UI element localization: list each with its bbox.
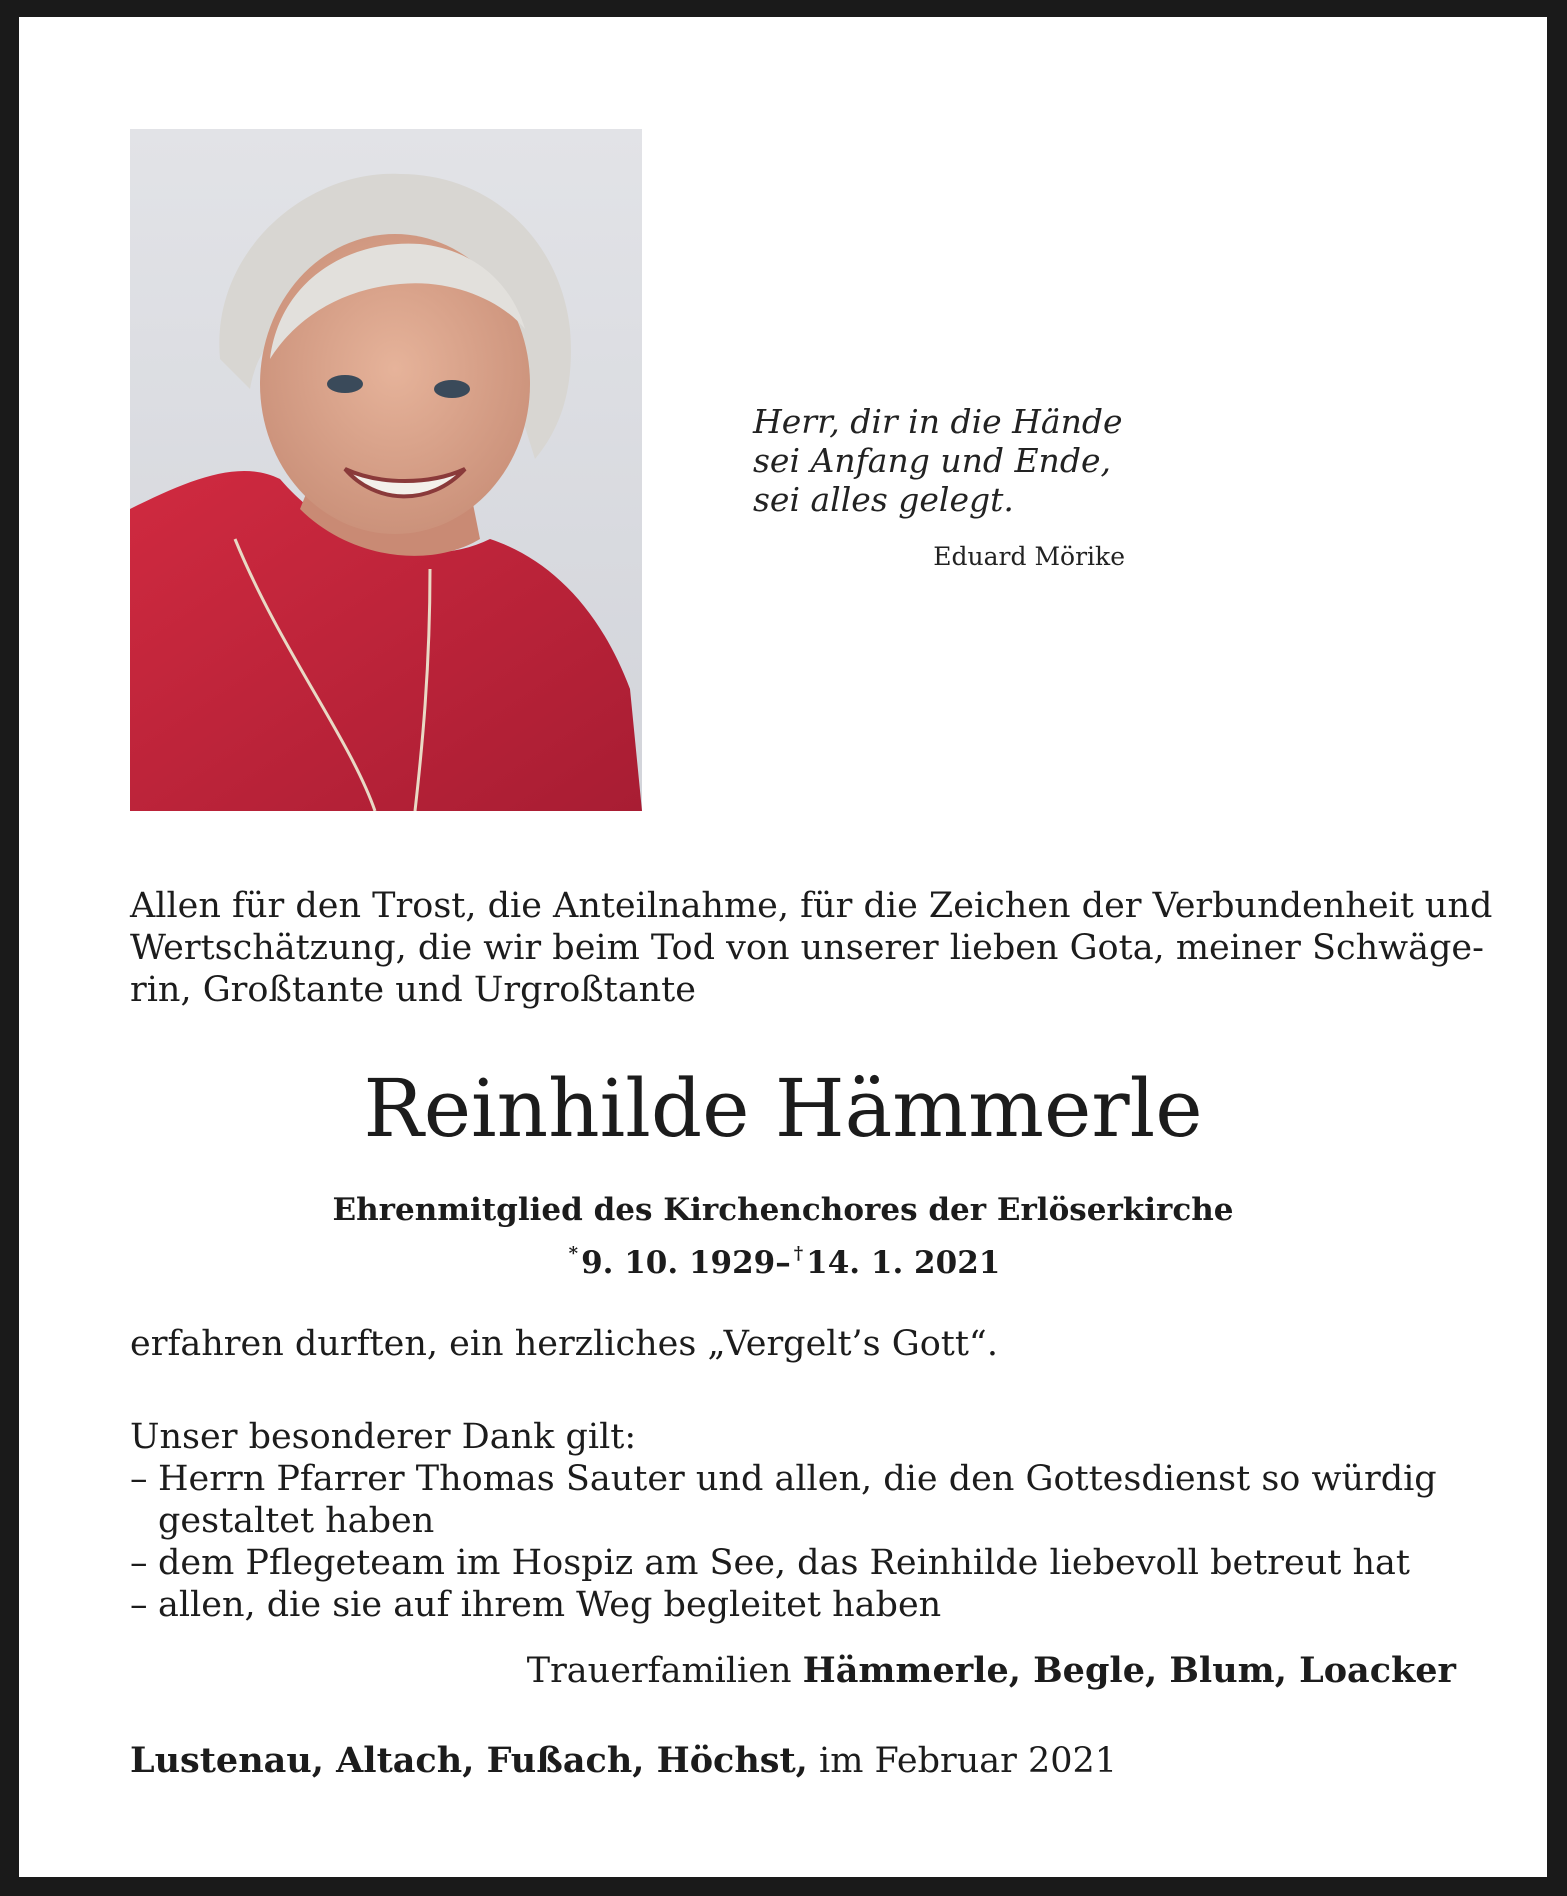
list-item	[130, 1542, 1456, 1584]
quote	[753, 402, 1153, 519]
list-item-text: Herrn Pfarrer Thomas Sauter und allen, die den Gottesdienst so würdig	[158, 1459, 1437, 1499]
dash-bullet: –	[130, 1459, 148, 1499]
birth-date: 9. 10. 1929	[581, 1245, 776, 1281]
families-prefix: Trauerfamilien	[526, 1651, 792, 1691]
special-thanks-heading-text: Unser besonderer Dank gilt:	[130, 1417, 637, 1457]
list-item	[130, 1584, 1456, 1626]
list-item	[130, 1458, 1456, 1542]
thanks-intro-line: Wertschätzung, die wir beim Tod von unserer lieben Gota, meiner Schwäge-	[130, 928, 1484, 968]
date-separator: –	[775, 1245, 791, 1281]
death-symbol: †	[793, 1243, 804, 1264]
experienced-text	[130, 1323, 1456, 1365]
quote-line: sei Anfang und Ende,	[753, 441, 1111, 480]
special-thanks-list	[130, 1458, 1456, 1626]
deceased-name: Reinhilde Hämmerle	[363, 1062, 1203, 1155]
closing-date: im Februar 2021	[819, 1741, 1118, 1781]
closing-line	[130, 1740, 1117, 1782]
mourning-families	[527, 1650, 1456, 1692]
quote-line: Herr, dir in die Hände	[753, 402, 1123, 441]
list-item-text: dem Pflegeteam im Hospiz am See, das Reinhilde liebevoll betreut hat	[158, 1543, 1410, 1583]
obituary-card	[19, 17, 1547, 1877]
thanks-intro-line: Allen für den Trost, die Anteilnahme, für die Zeichen der Verbundenheit und	[130, 886, 1493, 926]
birth-symbol: *	[568, 1243, 579, 1264]
special-thanks-heading	[130, 1416, 1456, 1458]
life-dates	[19, 1234, 1547, 1283]
dash-bullet: –	[130, 1543, 148, 1583]
thanks-intro-line: rin, Großtante und Urgroßtante	[130, 970, 696, 1010]
dash-bullet: –	[130, 1585, 148, 1625]
thanks-intro	[130, 885, 1493, 1011]
deceased-role: Ehrenmitglied des Kirchenchores der Erlöserkirche	[332, 1192, 1234, 1228]
portrait-photo	[130, 129, 642, 811]
list-item-text: allen, die sie auf ihrem Weg begleitet haben	[158, 1585, 942, 1625]
closing-places: Lustenau, Altach, Fußach, Höchst,	[130, 1740, 808, 1781]
families-names: Hämmerle, Begle, Blum, Loacker	[802, 1650, 1456, 1691]
quote-author: Eduard Mörike	[933, 542, 1125, 571]
list-item-text-continued: gestaltet haben	[158, 1501, 435, 1541]
experienced-line: erfahren durften, ein herzliches „Vergelt’s Gott“.	[130, 1324, 998, 1364]
quote-line: sei alles gelegt.	[753, 480, 1014, 519]
death-date: 14. 1. 2021	[806, 1245, 1001, 1281]
